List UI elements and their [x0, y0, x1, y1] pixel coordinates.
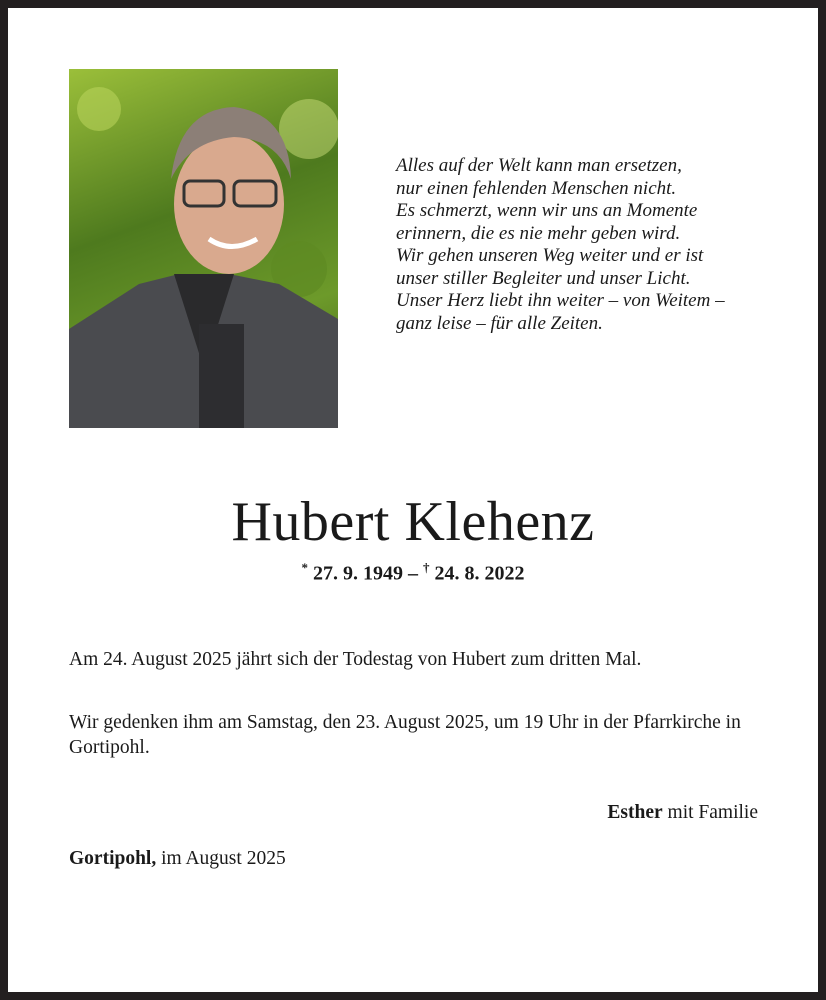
- date-dash: –: [403, 562, 423, 585]
- life-dates: [8, 560, 818, 586]
- death-mark: †: [423, 560, 430, 575]
- place-date-text: im August 2025: [156, 848, 286, 869]
- death-date: 24. 8. 2022: [434, 562, 525, 585]
- obituary-page: [8, 8, 818, 992]
- place-date: [69, 848, 286, 870]
- birth-mark: *: [301, 560, 308, 575]
- memorial-poem: Alles auf der Welt kann man ersetzen, nur einen fehlenden Menschen nicht. Es schmerzt, wenn wir uns an Momente erinnern, die es nie mehr geben wird. Wir gehen unseren Weg weiter und er ist unser stiller Begleiter und unser Licht. Unser Herz liebt ihn weiter – von Weitem – ganz leise – für alle Zeiten.: [396, 155, 725, 334]
- place-name: Gortipohl,: [69, 848, 157, 869]
- anniversary-text: Am 24. August 2025 jährt sich der Todestag von Hubert zum dritten Mal.: [69, 649, 642, 670]
- signature-rest: mit Familie: [662, 802, 758, 823]
- memorial-mass-text: Wir gedenken ihm am Samstag, den 23. August 2025, um 19 Uhr in der Pfarrkirche in Gortipohl.: [69, 712, 741, 758]
- portrait-photo: [69, 69, 338, 428]
- signature-name: Esther: [607, 802, 663, 823]
- birth-date: 27. 9. 1949: [313, 562, 403, 585]
- signature: [607, 802, 758, 824]
- deceased-name: Hubert Klehenz: [231, 491, 595, 553]
